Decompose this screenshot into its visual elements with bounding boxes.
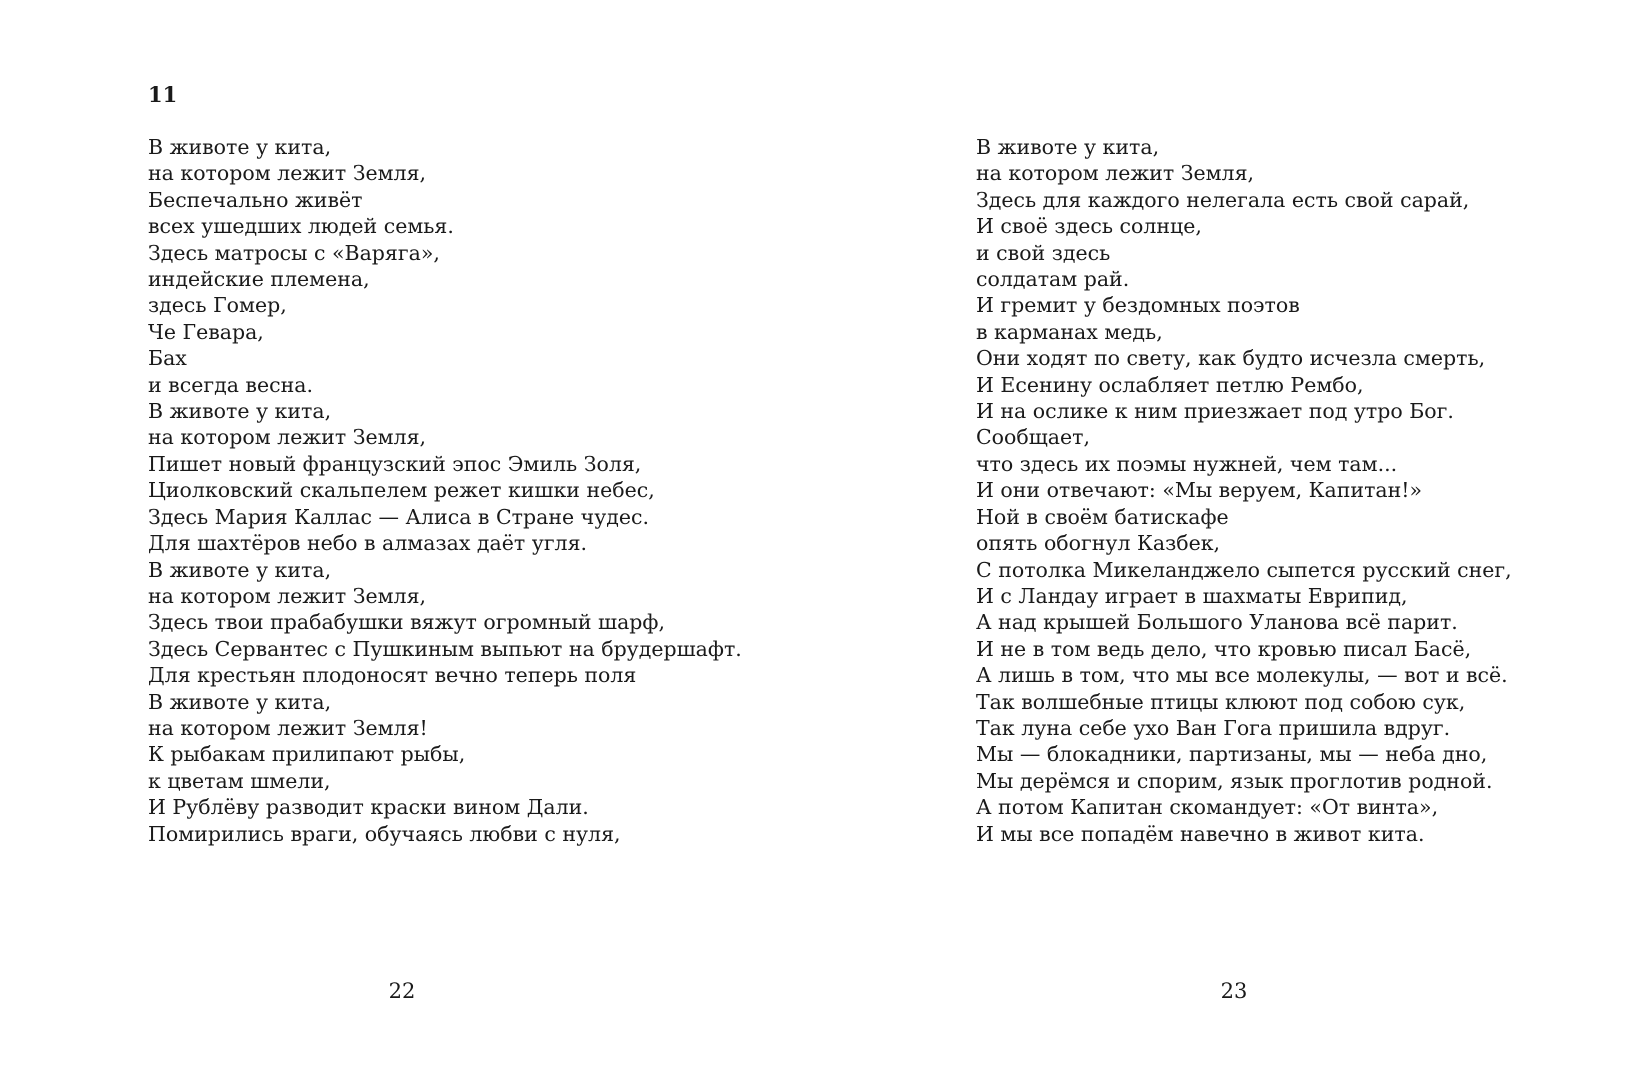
poem-line: Бах <box>148 346 187 371</box>
poem-line: В животе у кита, <box>148 399 332 424</box>
poem-line: Сообщает, <box>976 425 1090 450</box>
poem-line: Мы — блокадники, партизаны, мы — неба дно, <box>976 742 1488 767</box>
poem-line: Здесь Сервантес с Пушкиным выпьют на брудершафт. <box>148 636 742 661</box>
poem-line: Для крестьян плодоносят вечно теперь поля <box>148 663 637 688</box>
poem-line: И они отвечают: «Мы веруем, Капитан!» <box>976 478 1423 503</box>
poem-line: А лишь в том, что мы все молекулы, — вот и всё. <box>976 663 1508 688</box>
poem-line: Помирились враги, обучаясь любви с нуля, <box>148 821 621 846</box>
poem-line: Здесь для каждого нелегала есть свой сарай, <box>976 187 1470 212</box>
poem-line: И своё здесь солнце, <box>976 214 1202 239</box>
poem-line: И Есенину ослабляет петлю Рембо, <box>976 372 1364 397</box>
poem-line: опять обогнул Казбек, <box>976 531 1221 556</box>
poem-line: всех ушедших людей семья. <box>148 214 454 239</box>
poem-line: на котором лежит Земля, <box>148 583 427 608</box>
poem-line: И на ослике к ним приезжает под утро Бог. <box>976 399 1454 424</box>
poem-line: Здесь Мария Каллас — Алиса в Стране чудес. <box>148 504 650 529</box>
poem-number: 11 <box>148 82 178 107</box>
poem-line: А потом Капитан скомандует: «От винта», <box>976 795 1439 820</box>
poem-line: И мы все попадём навечно в живот кита. <box>976 821 1425 846</box>
poem-line: Здесь твои прабабушки вяжут огромный шарф, <box>148 610 665 635</box>
poem-line: на котором лежит Земля! <box>148 715 428 740</box>
poem-line: индейские племена, <box>148 267 370 292</box>
poem-line: Циолковский скальпелем режет кишки небес, <box>148 478 655 503</box>
poem-line: Они ходят по свету, как будто исчезла смерть, <box>976 346 1486 371</box>
poem-line: на котором лежит Земля, <box>148 161 427 186</box>
poem-line: на котором лежит Земля, <box>148 425 427 450</box>
poem-line: Так луна себе ухо Ван Гога пришила вдруг. <box>976 715 1451 740</box>
right-page <box>822 0 1644 1080</box>
poem-line: В животе у кита, <box>148 689 332 714</box>
poem-line: И Рублёву разводит краски вином Дали. <box>148 795 589 820</box>
poem-line: С потолка Микеланджело сыпется русский снег, <box>976 557 1512 582</box>
right-poem-text <box>976 134 1512 847</box>
poem-line: В животе у кита, <box>148 557 332 582</box>
poem-line: к цветам шмели, <box>148 768 331 793</box>
poem-line: на котором лежит Земля, <box>976 161 1255 186</box>
poem-line: Так волшебные птицы клюют под собою сук, <box>976 689 1466 714</box>
poem-line: Мы дерёмся и спорим, язык проглотив родной. <box>976 768 1493 793</box>
poem-line: Че Гевара, <box>148 319 264 344</box>
poem-line: Для шахтёров небо в алмазах даёт угля. <box>148 531 588 556</box>
poem-line: И не в том ведь дело, что кровью писал Басё, <box>976 636 1472 661</box>
left-poem-text <box>148 134 742 847</box>
poem-line: В животе у кита, <box>976 135 1160 159</box>
poem-line: солдатам рай. <box>976 267 1130 292</box>
poem-line: здесь Гомер, <box>148 293 287 318</box>
poem-line: И с Ландау играет в шахматы Еврипид, <box>976 583 1408 608</box>
poem-line: в карманах медь, <box>976 319 1163 344</box>
poem-line: И гремит у бездомных поэтов <box>976 293 1300 318</box>
poem-line: Беспечально живёт <box>148 187 363 212</box>
poem-line: К рыбакам прилипают рыбы, <box>148 742 466 767</box>
page-number-left: 22 <box>388 979 416 1003</box>
page-number-right: 23 <box>1220 979 1248 1003</box>
poem-line: и свой здесь <box>976 240 1111 265</box>
poem-line: Пишет новый французский эпос Эмиль Золя, <box>148 451 642 476</box>
poem-line: А над крышей Большого Уланова всё парит. <box>976 610 1458 635</box>
poem-line: Ной в своём батискафе <box>976 504 1229 529</box>
poem-line: В животе у кита, <box>148 135 332 159</box>
poem-line: Здесь матросы с «Варяга», <box>148 240 440 265</box>
poem-line: что здесь их поэмы нужней, чем там... <box>976 451 1398 476</box>
poem-line: и всегда весна. <box>148 372 313 397</box>
